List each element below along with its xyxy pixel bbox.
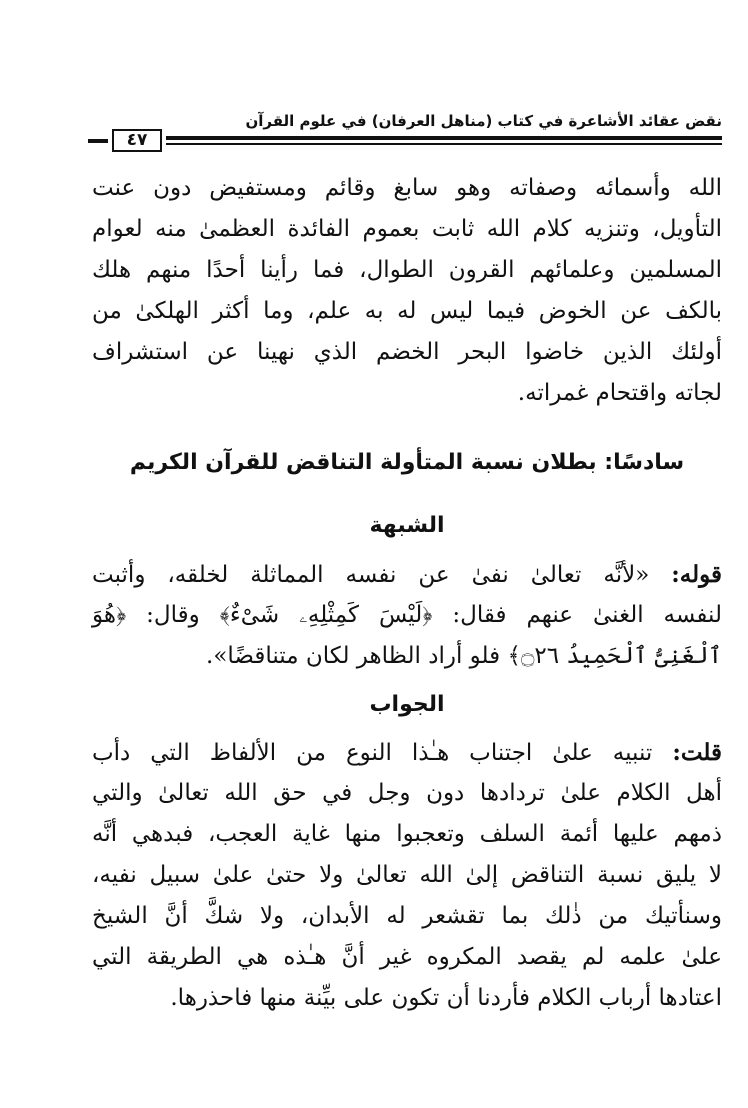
- text-line: لجاته واقتحام غمراته.: [517, 380, 722, 406]
- header-rule: [166, 136, 722, 140]
- text-line: ٱلْغَنِىُّ ٱلْحَمِيدُ ۝٢٦﴾ فلو أراد الظاهر لكان متناقضًا».: [206, 643, 722, 669]
- jawab-lead: قلت:: [672, 739, 723, 766]
- shubha-heading: الشبهة: [369, 513, 445, 538]
- page-number-dash: [88, 139, 108, 143]
- shubha-line-text: «لأنَّه تعالىٰ نفىٰ عن نفسه المماثلة لخلقه، وأثبت: [92, 562, 650, 588]
- shubha-lead: قوله:: [671, 561, 723, 588]
- text-line: لنفسه الغنىٰ عنهم فقال: ﴿لَيْسَ كَمِثْلِهِۦ شَىْءٌ﴾ وقال: ﴿هُوَ: [92, 602, 722, 628]
- text-line: اعتادها أرباب الكلام فأردنا أن تكون على بيِّنة منها فاحذرها.: [170, 985, 722, 1011]
- text-line: [92, 732, 722, 773]
- text-line: وسنأتيك من ذٰلك بما تقشعر له الأبدان، ولا شكَّ أنَّ الشيخ: [92, 903, 722, 929]
- text-line: علىٰ علمه لم يقصد المكروه غير أنَّ هـٰذه هي الطريقة التي: [92, 944, 722, 970]
- jawab-paragraph: [92, 732, 722, 1019]
- text-line: المسلمين وعلمائهم القرون الطوال، فما رأينا أحدًا منهم هلك: [92, 257, 722, 283]
- running-title: نقض عقائد الأشاعرة في كتاب (مناهل العرفان) في علوم القرآن: [245, 112, 722, 130]
- intro-paragraph: [92, 168, 722, 414]
- header-rule-thin: [166, 143, 722, 145]
- page-number: ٤٧: [112, 129, 162, 152]
- shubha-paragraph: [92, 554, 722, 677]
- text-line: لا يليق نسبة التناقض إلىٰ الله تعالىٰ ولا حتىٰ علىٰ سبيل نفيه،: [92, 862, 722, 888]
- text-line: بالكف عن الخوض فيما ليس له به علم، وما أكثر الهلكىٰ من: [92, 298, 722, 324]
- jawab-line-text: تنبيه علىٰ اجتناب هـٰذا النوع من الألفاظ التي دأب: [92, 740, 653, 766]
- text-line: الله وأسمائه وصفاته وهو سابغ وقائم ومستفيض دون عنت: [92, 175, 722, 201]
- section-heading: سادسًا: بطلان نسبة المتأولة التناقض للقرآن الكريم: [129, 450, 685, 475]
- text-line: أولئك الذين خاضوا البحر الخضم الذي نهينا عن استشراف: [92, 339, 722, 365]
- text-line: ذمهم عليها أئمة السلف وتعجبوا منها غاية العجب، فبدهي أنَّه: [92, 821, 722, 847]
- jawab-heading: الجواب: [369, 692, 445, 717]
- text-line: التأويل، وتنزيه كلام الله ثابت بعموم الفائدة العظمىٰ منه لعوام: [92, 216, 722, 242]
- text-line: أهل الكلام علىٰ تردادها دون وجل في حق الله تعالىٰ والتي: [92, 780, 722, 806]
- text-line: [92, 554, 722, 595]
